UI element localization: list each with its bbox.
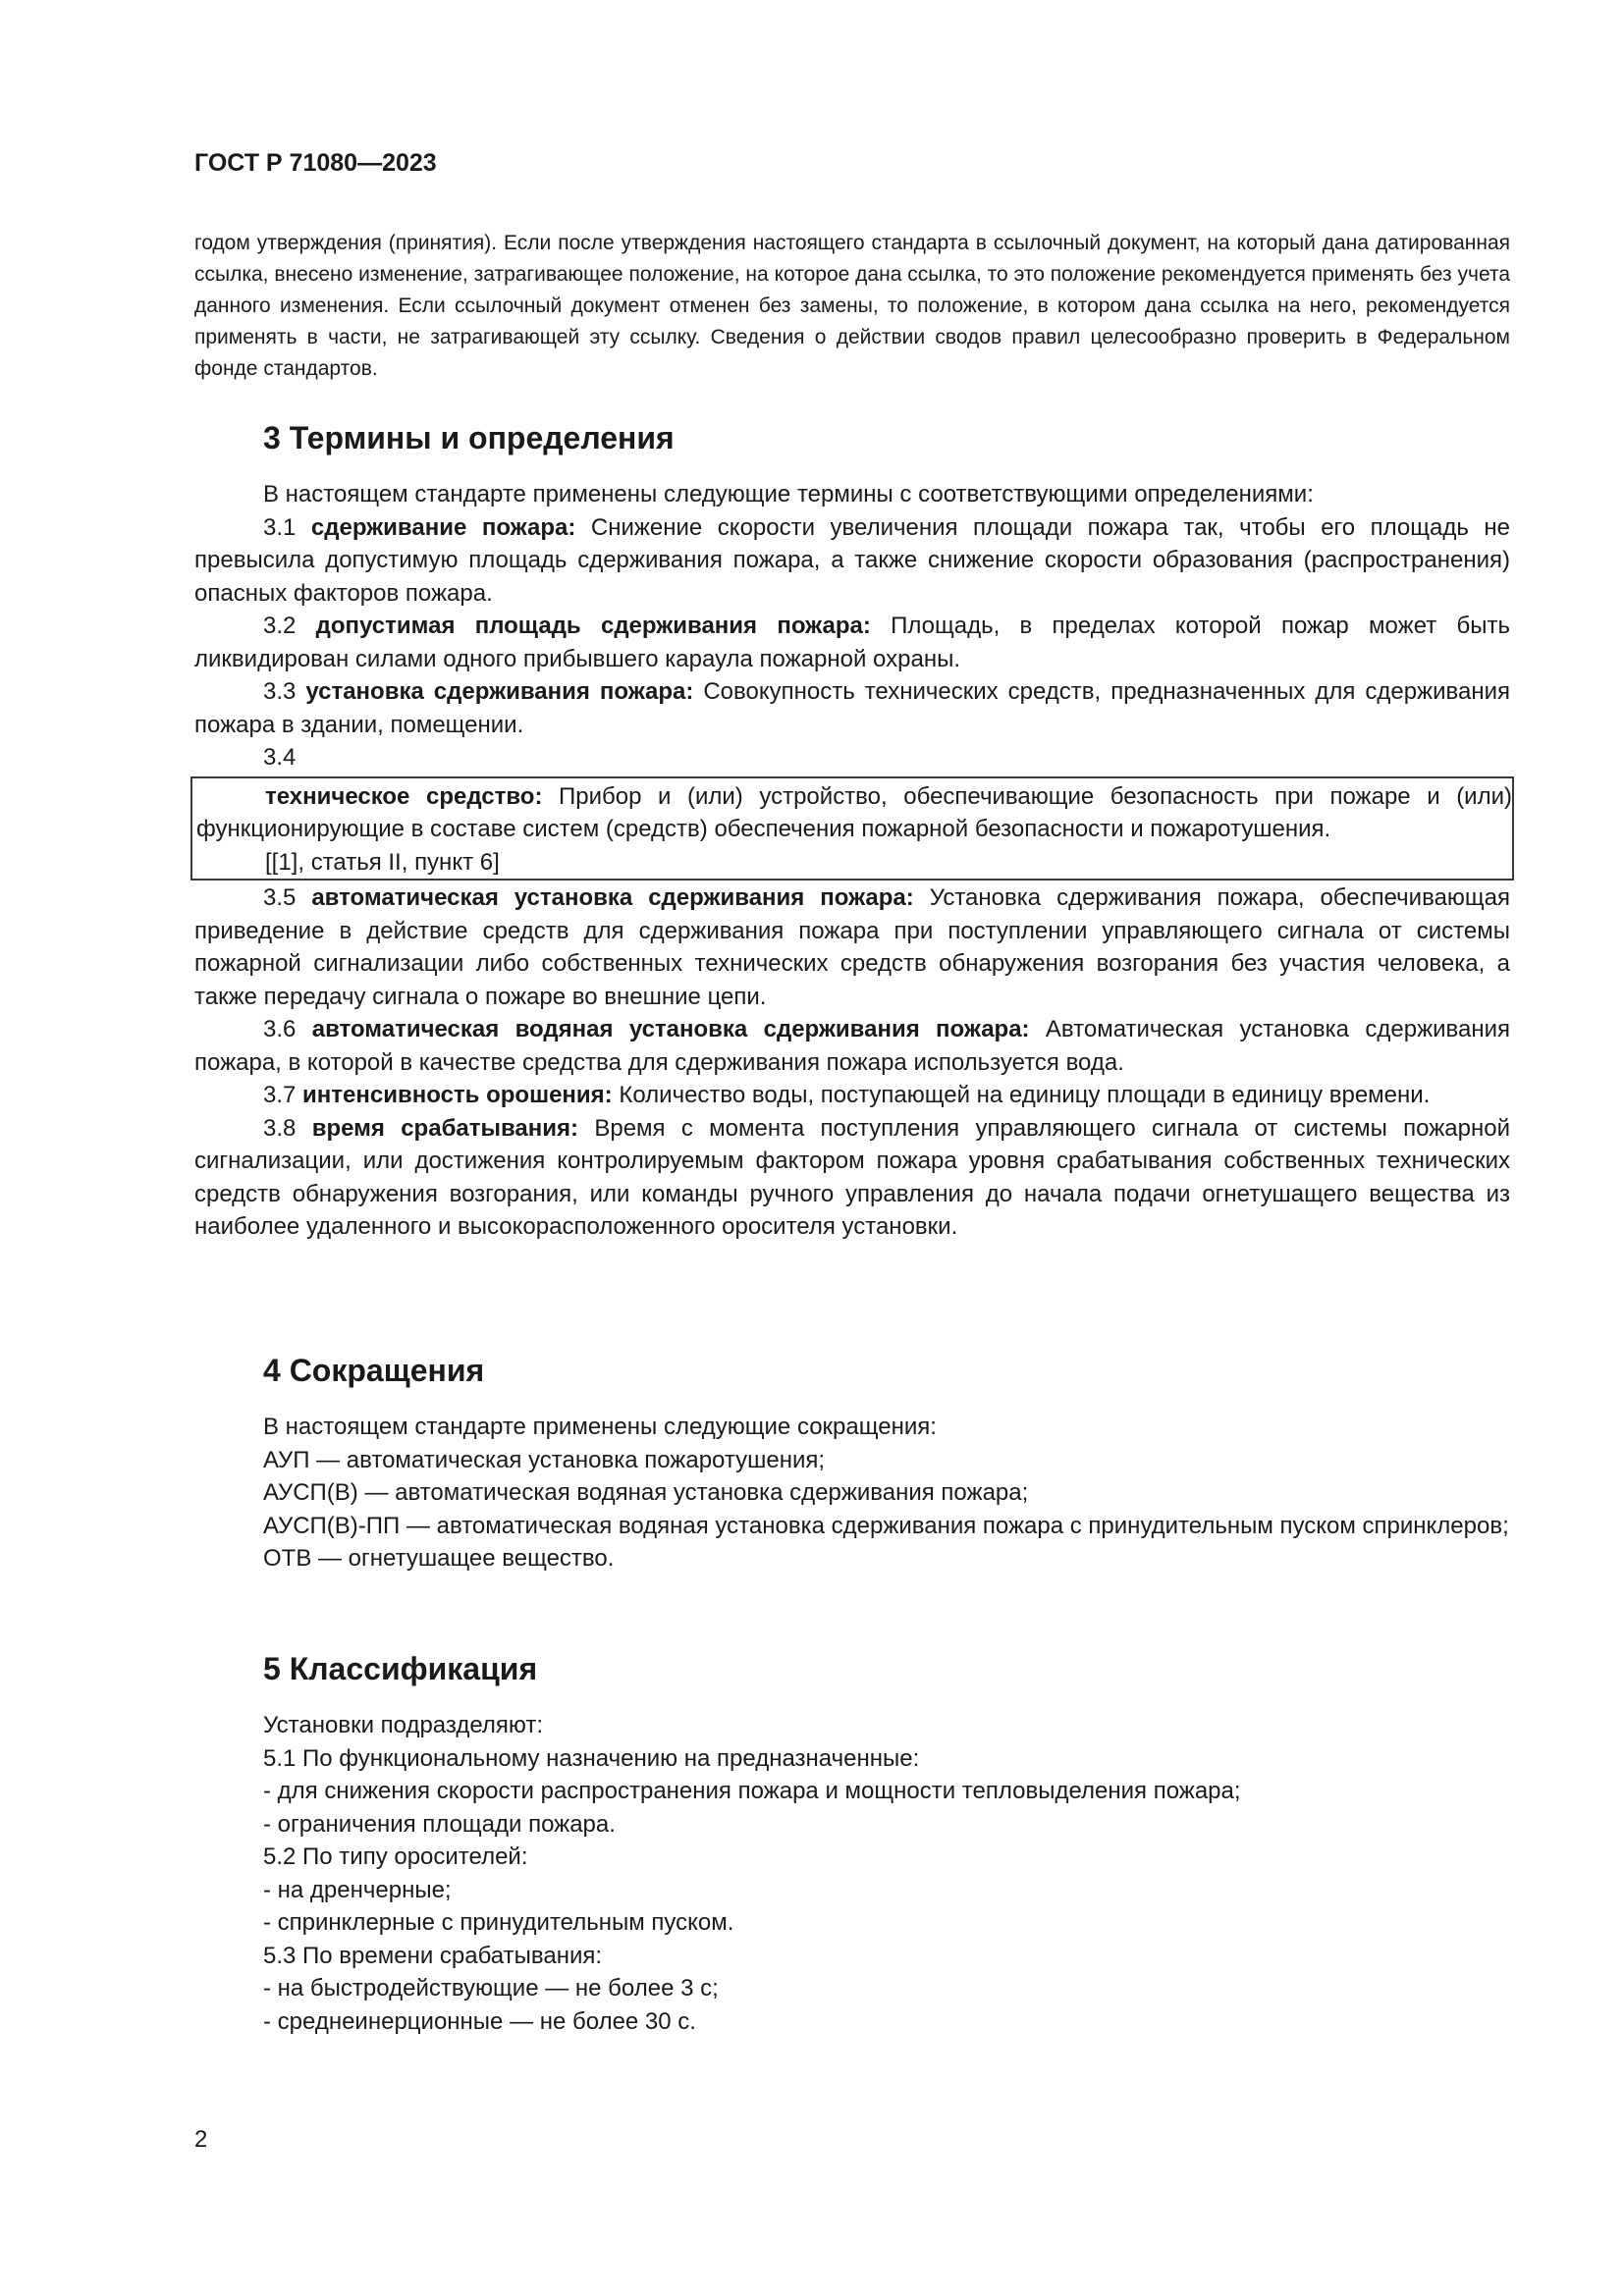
term-3-7: 3.7 интенсивность орошения: Количество воды, поступающей на единицу площади в единицу времени. <box>263 1082 1431 1108</box>
page-number: 2 <box>194 2126 208 2153</box>
term-name: время срабатывания: <box>311 1114 579 1142</box>
classification-line: - для снижения скорости распространения пожара и мощности тепловыделения пожара; <box>263 1778 1241 1804</box>
term-3-5: 3.5 автоматическая установка сдерживания пожара: Установка сдерживания пожара, обеспечивающая приведение в действие средств для сдерживания пожара при поступлении управляющего сигнала от системы пожарной сигнализации либо собственных технических средств обнаружения возгорания без участия человека, а также передачу сигнала о пожаре во внешние цепи. <box>194 884 1511 1010</box>
term-3-4-box <box>190 776 1514 881</box>
classification-line: 5.2 По типу оросителей: <box>263 1843 528 1870</box>
classification-line: - на быстродействующие — не более 3 с; <box>263 1975 719 2002</box>
classification-line: - среднеинерционные — не более 30 с. <box>263 2007 696 2035</box>
term-name: интенсивность орошения: <box>302 1082 613 1108</box>
term-3-4-number: 3.4 <box>263 744 297 771</box>
term-3-2: 3.2 допустимая площадь сдерживания пожара: Площадь, в пределах которой пожар может быть ликвидирован силами одного прибывшего караула пожарной охраны. <box>194 613 1511 672</box>
term-name: допустимая площадь сдерживания пожара: <box>315 613 871 639</box>
section-3-title: 3 Термины и определения <box>263 420 675 455</box>
term-3-3: 3.3 установка сдерживания пожара: Совокупность технических средств, предназначенных для сдерживания пожара в здании, помещении. <box>194 678 1510 738</box>
section-5-title: 5 Классификация <box>263 1651 538 1686</box>
term-3-1: 3.1 сдерживание пожара: Снижение скорости увеличения площади пожара так, чтобы его площадь не превысила допустимую площадь сдерживания пожара, а также снижение скорости образования (распространения) опасных факторов пожара. <box>194 513 1510 607</box>
term-3-4: техническое средство: Прибор и (или) устройство, обеспечивающие безопасность при пожаре и (или) функционирующие в составе систем (средств) обеспечения пожарной безопасности и пожаротушения. <box>196 782 1512 842</box>
abbreviation-item: ОТВ — огнетушащее вещество. <box>263 1545 615 1572</box>
doc-code-header: ГОСТ Р 71080—2023 <box>194 149 437 177</box>
abbreviation-item: АУСП(В) — автоматическая водяная установка сдерживания пожара; <box>263 1479 1029 1506</box>
intro-paragraph: годом утверждения (принятия). Если после утверждения настоящего стандарта в ссылочный документ, на который дана датированная ссылка, внесено изменение, затрагивающее положение, на которое дана ссылка, то это положение рекомендуется применять без учета данного изменения. Если ссылочный документ отменен без замены, то положение, в котором дана ссылка на него, рекомендуется применять в части, не затрагивающей эту ссылку. Сведения о действии сводов правил целесообразно проверить в Федеральном фонде стандартов. <box>194 232 1510 380</box>
classification-line: 5.1 По функциональному назначению на предназначенные: <box>263 1744 920 1772</box>
classification-line: - ограничения площади пожара. <box>263 1810 616 1838</box>
term-name: автоматическая водяная установка сдерживания пожара: <box>311 1016 1030 1042</box>
classification-line: 5.3 По времени срабатывания: <box>263 1942 603 1969</box>
classification-line: - спринклерные с принудительным пуском. <box>263 1909 734 1936</box>
term-name: установка сдерживания пожара: <box>305 678 694 705</box>
term-name: техническое средство: <box>265 782 543 810</box>
section-3-lead: В настоящем стандарте применены следующие термины с соответствующими определениями: <box>263 481 1314 507</box>
section-4-title: 4 Сокращения <box>263 1353 485 1388</box>
term-name: автоматическая установка сдерживания пожара: <box>311 884 914 911</box>
term-3-6: 3.6 автоматическая водяная установка сдерживания пожара: Автоматическая установка сдерживания пожара, в которой в качестве средства для сдерживания пожара используется вода. <box>194 1016 1511 1076</box>
abbreviation-item: АУП — автоматическая установка пожаротушения; <box>263 1446 826 1473</box>
abbreviation-item: АУСП(В)-ПП — автоматическая водяная установка сдерживания пожара с принудительным пуском спринклеров; <box>263 1512 1509 1539</box>
term-name: сдерживание пожара: <box>310 513 576 541</box>
term-3-8: 3.8 время срабатывания: Время с момента поступления управляющего сигнала от системы пожарной сигнализации, или достижения контролируемым фактором пожара уровня срабатывания собственных технических средств обнаружения возгорания, или команды ручного управления до начала подачи огнетушащего вещества из наиболее удаленного и высокорасположенного оросителя установки. <box>194 1114 1510 1240</box>
classification-line: Установки подразделяют: <box>263 1712 544 1738</box>
section-3-body <box>194 478 1510 1244</box>
classification-line: - на дренчерные; <box>263 1876 452 1903</box>
section-4-body <box>194 1411 1510 1575</box>
term-3-4-reference: [[1], статья II, пункт 6] <box>265 848 500 876</box>
section-4-lead: В настоящем стандарте применены следующие сокращения: <box>263 1414 937 1440</box>
section-5-body <box>194 1709 1510 2038</box>
